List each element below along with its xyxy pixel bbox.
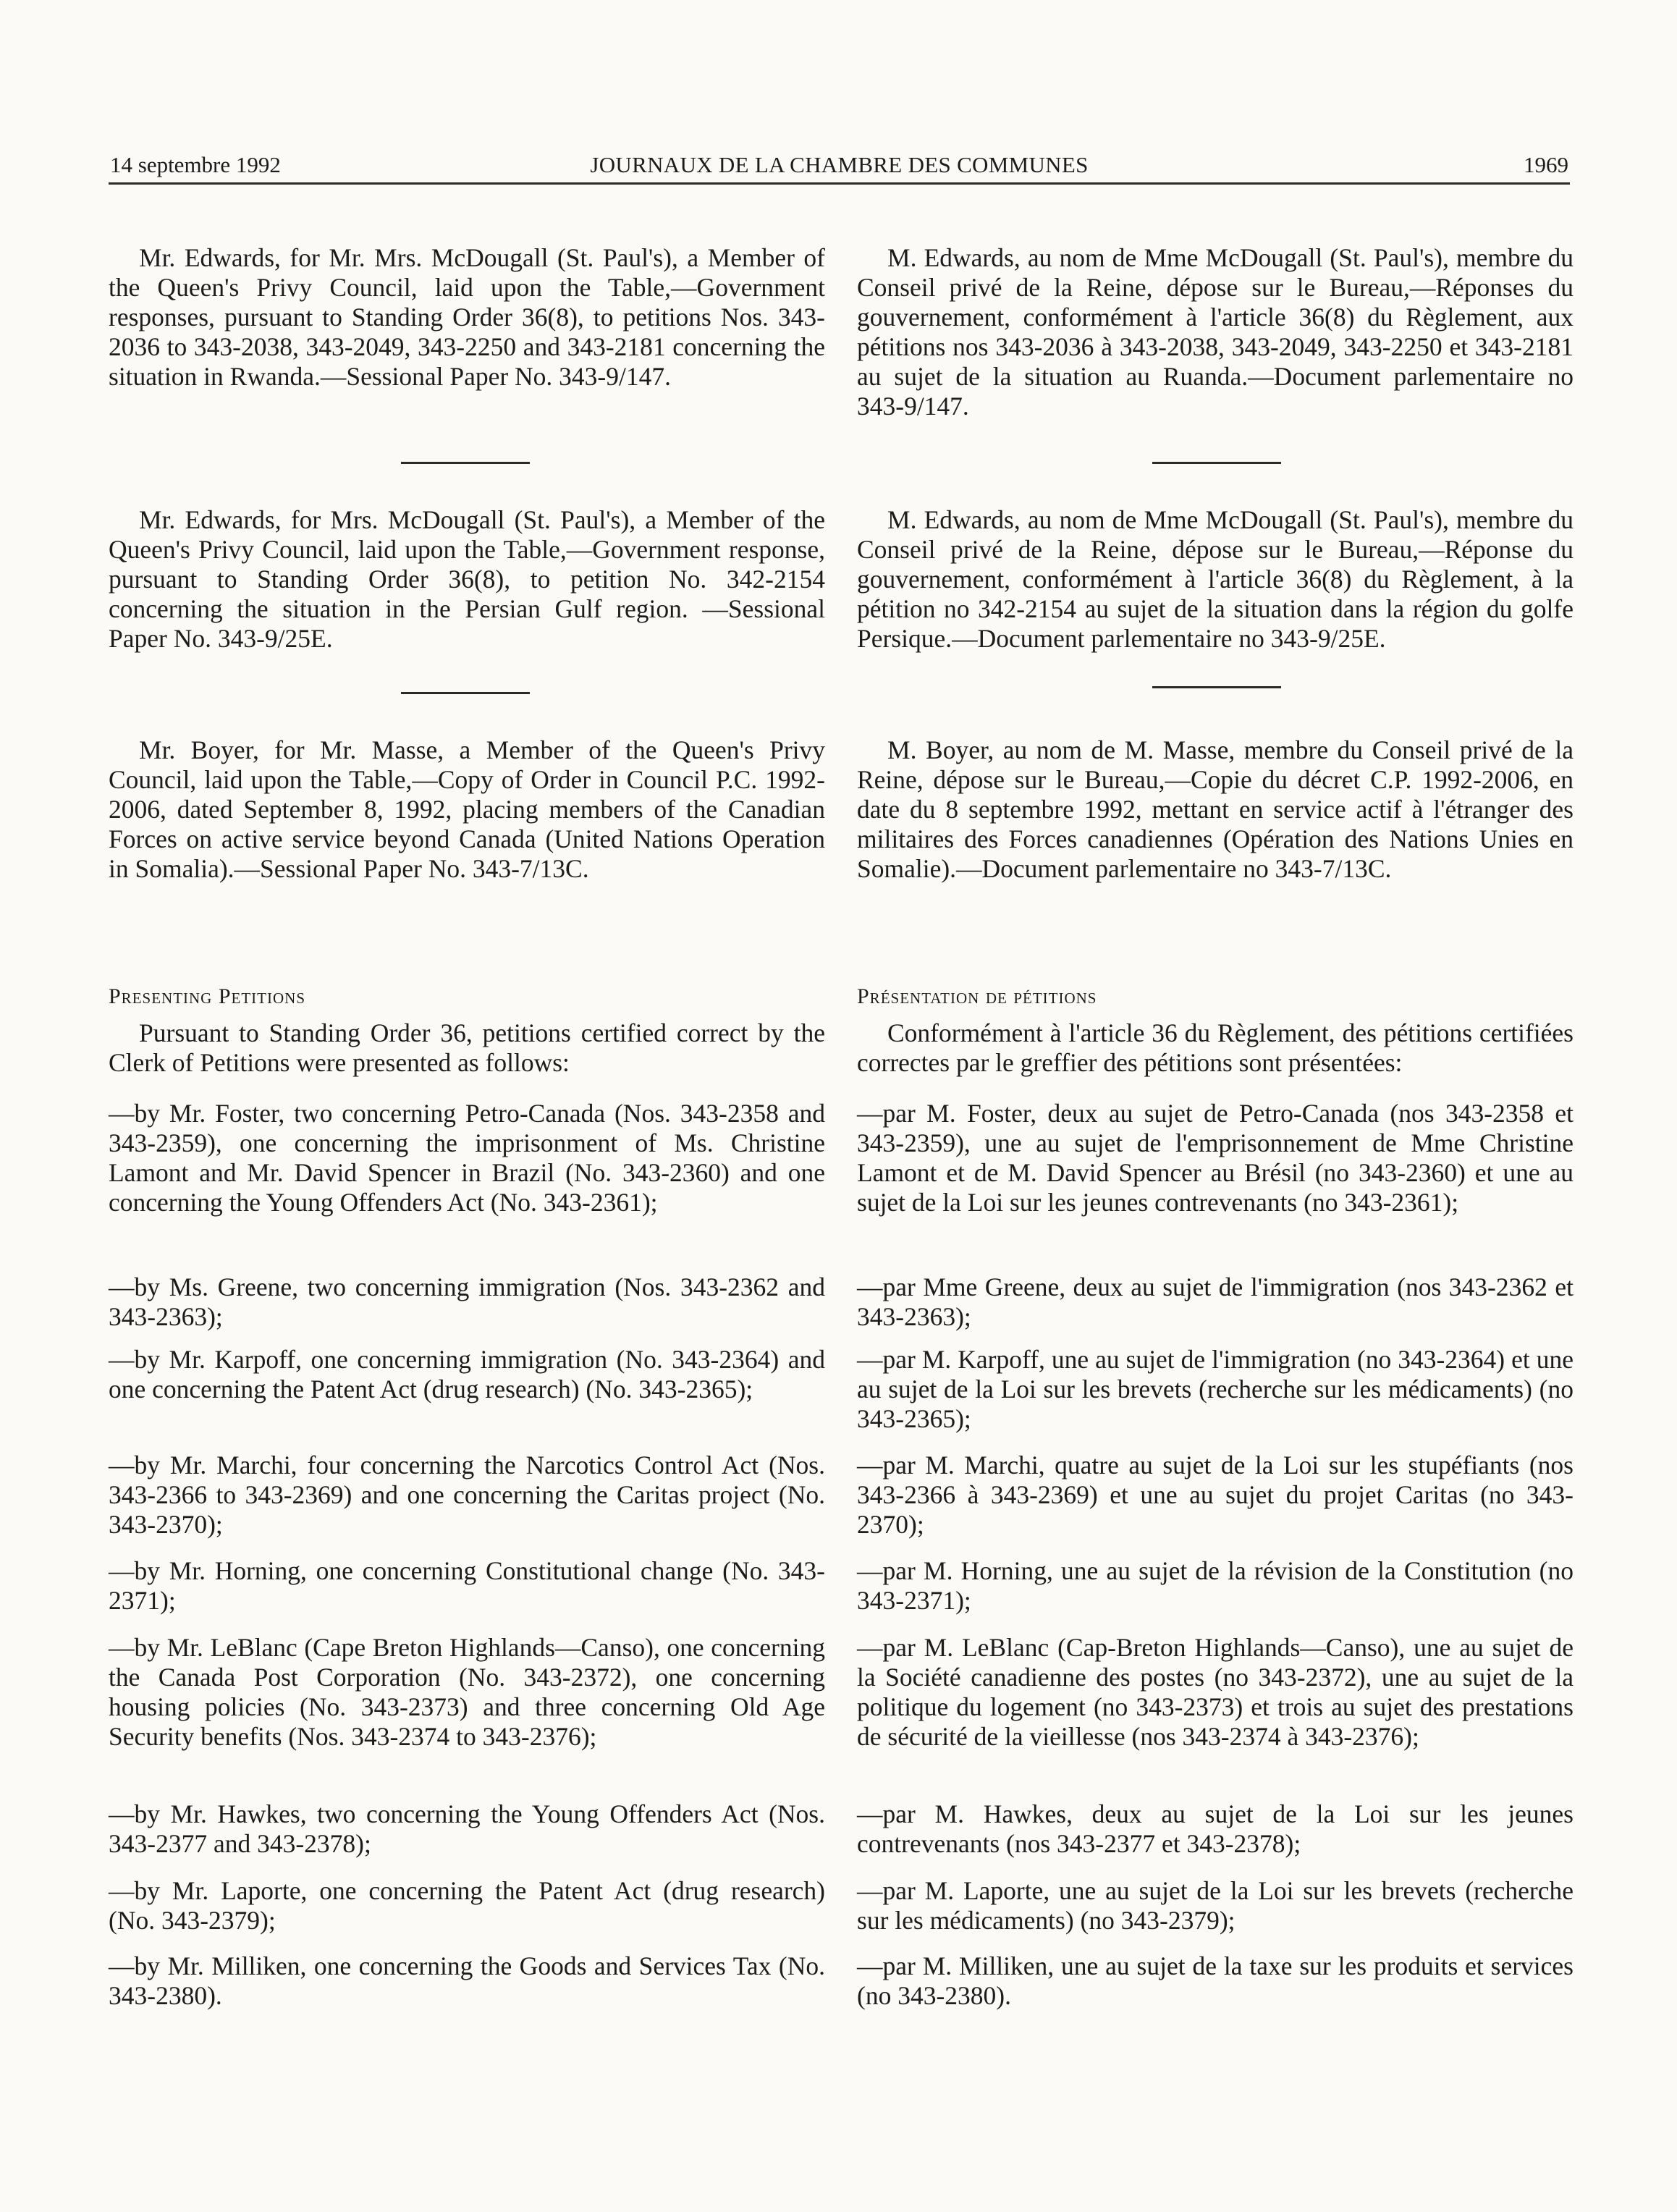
section-title: Présentation de pétitions — [857, 984, 1097, 1008]
list-item: —by Mr. LeBlanc (Cape Breton Highlands—Canso), one concerning the Canada Post Corporation (No. 343-2372), one concerning housing policies (No. 343-2373) and three concerning Old Age Security benefits (Nos. 343-2374 to 343-2376); — [109, 1633, 825, 1751]
paragraph-edwards-gulf: Mr. Edwards, for Mrs. McDougall (St. Paul's), a Member of the Queen's Privy Council, laid upon the Table,—Government response, pursuant to Standing Order 36(8), to petition No. 342-2154 concerning the situation in the Persian Gulf region. —Sessional Paper No. 343-9/25E. — [109, 505, 825, 653]
list-item: —by Mr. Horning, one concerning Constitutional change (No. 343-2371); — [109, 1556, 825, 1615]
section-presentation-petitions — [857, 982, 1573, 1078]
divider — [401, 462, 530, 464]
list-item: —par M. Foster, deux au sujet de Petro-Canada (nos 343-2358 et 343-2359), une au sujet de l'emprisonnement de Mme Christine Lamont et de M. David Spencer au Brésil (no 343-2360) et une au sujet de la Loi sur les jeunes contrevenants (no 343-2361); — [857, 1099, 1573, 1217]
list-item: —par M. LeBlanc (Cap-Breton Highlands—Canso), une au sujet de la Société canadienne des postes (no 343-2372), une au sujet de la politique du logement (no 343-2373) et trois au sujet des prestations de sécurité de la vieillesse (nos 343-2374 à 343-2376); — [857, 1633, 1573, 1751]
list-item: —by Mr. Karpoff, one concerning immigration (No. 343-2364) and one concerning the Patent Act (drug research) (No. 343-2365); — [109, 1345, 825, 1403]
section-intro: Conformément à l'article 36 du Règlement, des pétitions certifiées correctes par le greffier des pétitions sont présentées: — [857, 1018, 1573, 1077]
paragraph-boyer-somalia: Mr. Boyer, for Mr. Masse, a Member of the Queen's Privy Council, laid upon the Table,—Copy of Order in Council P.C. 1992-2006, dated September 8, 1992, placing members of the Canadian Forces on active service beyond Canada (United Nations Operation in Somalia).—Sessional Paper No. 343-7/13C. — [109, 735, 825, 883]
divider — [1152, 462, 1281, 464]
page-number: 1969 — [1524, 152, 1568, 177]
list-item: —by Ms. Greene, two concerning immigration (Nos. 343-2362 and 343-2363); — [109, 1272, 825, 1331]
section-title: Presenting Petitions — [109, 984, 306, 1008]
list-item: —par M. Milliken, une au sujet de la taxe sur les produits et services (no 343-2380). — [857, 1951, 1573, 2010]
divider — [1152, 686, 1281, 688]
list-item: —by Mr. Milliken, one concerning the Goods and Services Tax (No. 343-2380). — [109, 1951, 825, 2010]
list-item: —par M. Marchi, quatre au sujet de la Loi sur les stupéfiants (nos 343-2366 à 343-2369) et une au sujet du projet Caritas (no 343-2370); — [857, 1451, 1573, 1539]
header-date: 14 septembre 1992 — [110, 152, 281, 177]
section-presenting-petitions — [109, 982, 825, 1078]
paragraph-boyer-somalie: M. Boyer, au nom de M. Masse, membre du Conseil privé de la Reine, dépose sur le Bureau,—Copie du décret C.P. 1992-2006, en date du 8 septembre 1992, mettant en service actif à l'étranger des militaires des Forces canadiennes (Opération des Nations Unies en Somalie).—Document parlementaire no 343-7/13C. — [857, 735, 1573, 883]
paragraph-edwards-ruanda: M. Edwards, au nom de Mme McDougall (St. Paul's), membre du Conseil privé de la Reine, dépose sur le Bureau,—Réponses du gouvernement, conformément à l'article 36(8) du Règlement, aux pétitions nos 343-2036 à 343-2038, 343-2049, 343-2250 et 343-2181 au sujet de la situation au Ruanda.—Document parlementaire no 343-9/147. — [857, 243, 1573, 421]
list-item: —by Mr. Hawkes, two concerning the Young Offenders Act (Nos. 343-2377 and 343-2378); — [109, 1799, 825, 1858]
divider — [401, 692, 530, 694]
list-item: —by Mr. Laporte, one concerning the Patent Act (drug research) (No. 343-2379); — [109, 1876, 825, 1935]
list-item: —par M. Horning, une au sujet de la révision de la Constitution (no 343-2371); — [857, 1556, 1573, 1615]
list-item: —par Mme Greene, deux au sujet de l'immigration (nos 343-2362 et 343-2363); — [857, 1272, 1573, 1331]
header-title: JOURNAUX DE LA CHAMBRE DES COMMUNES — [590, 152, 1089, 177]
list-item: —par M. Hawkes, deux au sujet de la Loi sur les jeunes contrevenants (nos 343-2377 et 343-2378); — [857, 1799, 1573, 1858]
list-item: —by Mr. Marchi, four concerning the Narcotics Control Act (Nos. 343-2366 to 343-2369) and one concerning the Caritas project (No. 343-2370); — [109, 1451, 825, 1539]
running-header — [109, 145, 1570, 185]
section-intro: Pursuant to Standing Order 36, petitions certified correct by the Clerk of Petitions were presented as follows: — [109, 1018, 825, 1077]
list-item: —by Mr. Foster, two concerning Petro-Canada (Nos. 343-2358 and 343-2359), one concerning the imprisonment of Ms. Christine Lamont and Mr. David Spencer in Brazil (No. 343-2360) and one concerning the Young Offenders Act (No. 343-2361); — [109, 1099, 825, 1217]
list-item: —par M. Karpoff, une au sujet de l'immigration (no 343-2364) et une au sujet de la Loi sur les brevets (recherche sur les médicaments) (no 343-2365); — [857, 1345, 1573, 1433]
paragraph-edwards-golfe: M. Edwards, au nom de Mme McDougall (St. Paul's), membre du Conseil privé de la Reine, dépose sur le Bureau,—Réponse du gouvernement, conformément à l'article 36(8) du Règlement, à la pétition no 342-2154 au sujet de la situation dans la région du golfe Persique.—Document parlementaire no 343-9/25E. — [857, 505, 1573, 653]
paragraph-edwards-rwanda: Mr. Edwards, for Mr. Mrs. McDougall (St. Paul's), a Member of the Queen's Privy Council, laid upon the Table,—Government responses, pursuant to Standing Order 36(8), to petitions Nos. 343-2036 to 343-2038, 343-2049, 343-2250 and 343-2181 concerning the situation in Rwanda.—Sessional Paper No. 343-9/147. — [109, 243, 825, 391]
list-item: —par M. Laporte, une au sujet de la Loi sur les brevets (recherche sur les médicaments) (no 343-2379); — [857, 1876, 1573, 1935]
